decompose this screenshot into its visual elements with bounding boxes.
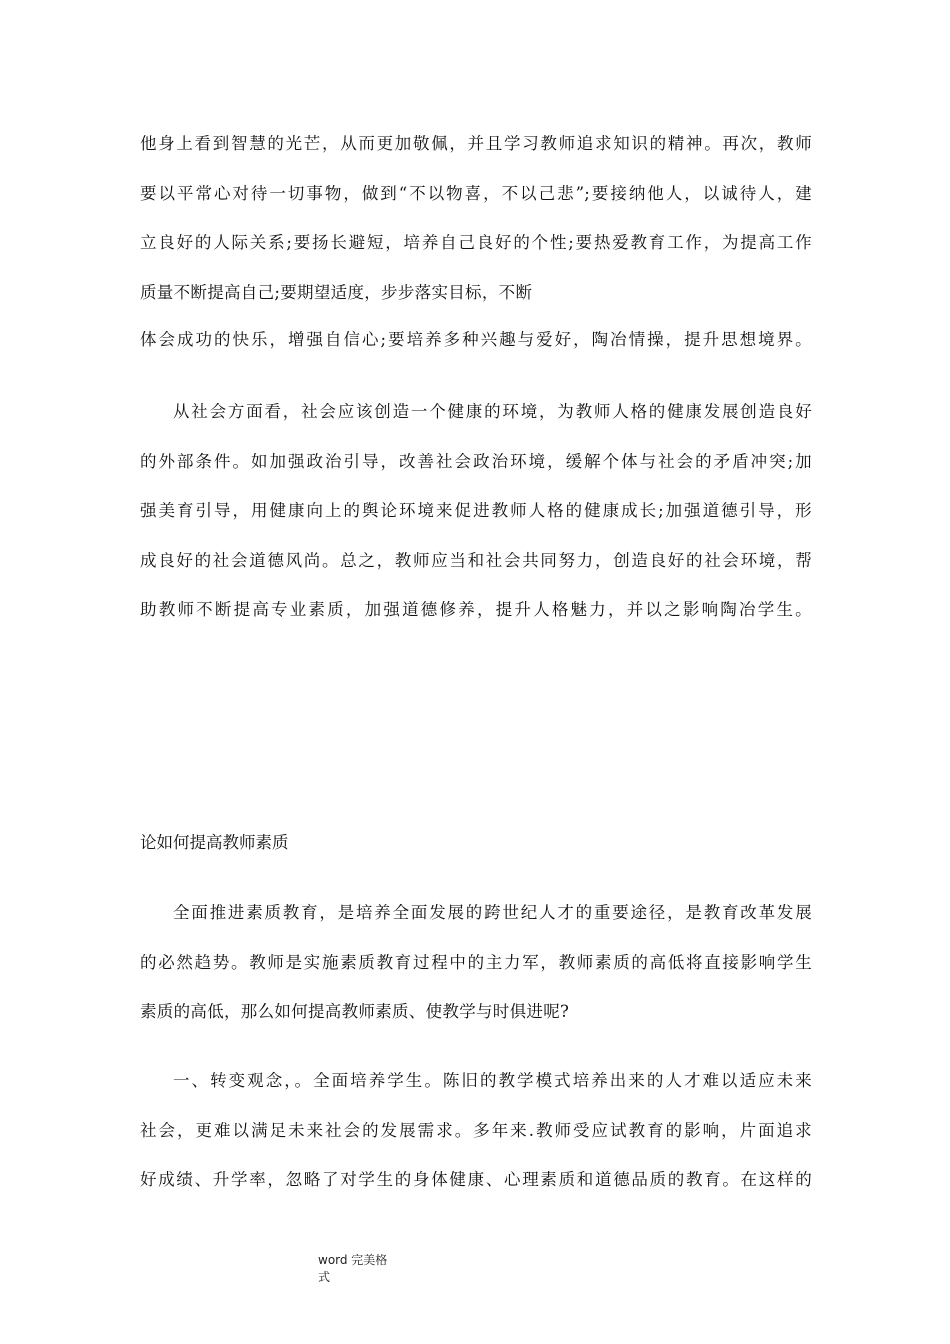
paragraph-line: 的必然趋势。教师是实施素质教育过程中的主力军，教师素质的高低将直接影响学生	[140, 952, 812, 972]
paragraph-line: 的外部条件。如加强政治引导，改善社会政治环境，缓解个体与社会的矛盾冲突;加	[140, 451, 812, 471]
paragraph-line: 一、转变观念，。全面培养学生。陈旧的教学模式培养出来的人才难以适应未来	[173, 1071, 812, 1090]
paragraph-line: 质量不断提高自己;要期望适度，步步落实目标，不断	[140, 282, 533, 302]
paragraph-2	[140, 402, 812, 650]
paragraph-line: 全面推进素质教育，是培养全面发展的跨世纪人才的重要途径，是教育改革发展	[173, 903, 812, 922]
paragraph-1	[140, 134, 812, 379]
paragraph-line: 好成绩、升学率，忽略了对学生的身体健康、心理素质和道德品质的教育。在这样的	[140, 1170, 812, 1189]
section-title: 论如何提高教师素质	[140, 833, 289, 852]
paragraph-line: 社会，更难以满足未来社会的发展需求。多年来.教师受应试教育的影响，片面追求	[140, 1120, 812, 1140]
paragraph-line: 素质的高低，那么如何提高教师素质、使教学与时俱进呢?	[140, 1002, 570, 1021]
paragraph-line: 他身上看到智慧的光芒，从而更加敬佩，并且学习教师追求知识的精神。再次，教师	[140, 134, 812, 153]
paragraph-line: 体会成功的快乐，增强自信心;要培养多种兴趣与爱好，陶冶情操，提升思想境界。	[140, 329, 812, 349]
page-footer	[318, 1252, 398, 1286]
footer-line: 式	[318, 1270, 331, 1284]
paragraph-line: 要以平常心对待一切事物，做到“不以物喜，不以己悲”;要接纳他人，以诚待人，建	[140, 183, 812, 203]
paragraph-line: 成良好的社会道德风尚。总之，教师应当和社会共同努力，创造良好的社会环境，帮	[140, 550, 812, 570]
paragraph-line: 强美育引导，用健康向上的舆论环境来促进教师人格的健康成长;加强道德引导，形	[140, 501, 812, 520]
paragraph-line: 立良好的人际关系;要扬长避短，培养自己良好的个性;要热爱教育工作，为提高工作	[140, 233, 812, 252]
paragraph-4	[140, 1071, 812, 1220]
paragraph-3	[140, 903, 812, 1052]
paragraph-line: 助教师不断提高专业素质，加强道德修养，提升人格魅力，并以之影响陶冶学生。	[140, 600, 812, 619]
paragraph-line: 从社会方面看，社会应该创造一个健康的环境，为教师人格的健康发展创造良好	[173, 402, 812, 421]
footer-line: word 完美格	[318, 1253, 388, 1267]
